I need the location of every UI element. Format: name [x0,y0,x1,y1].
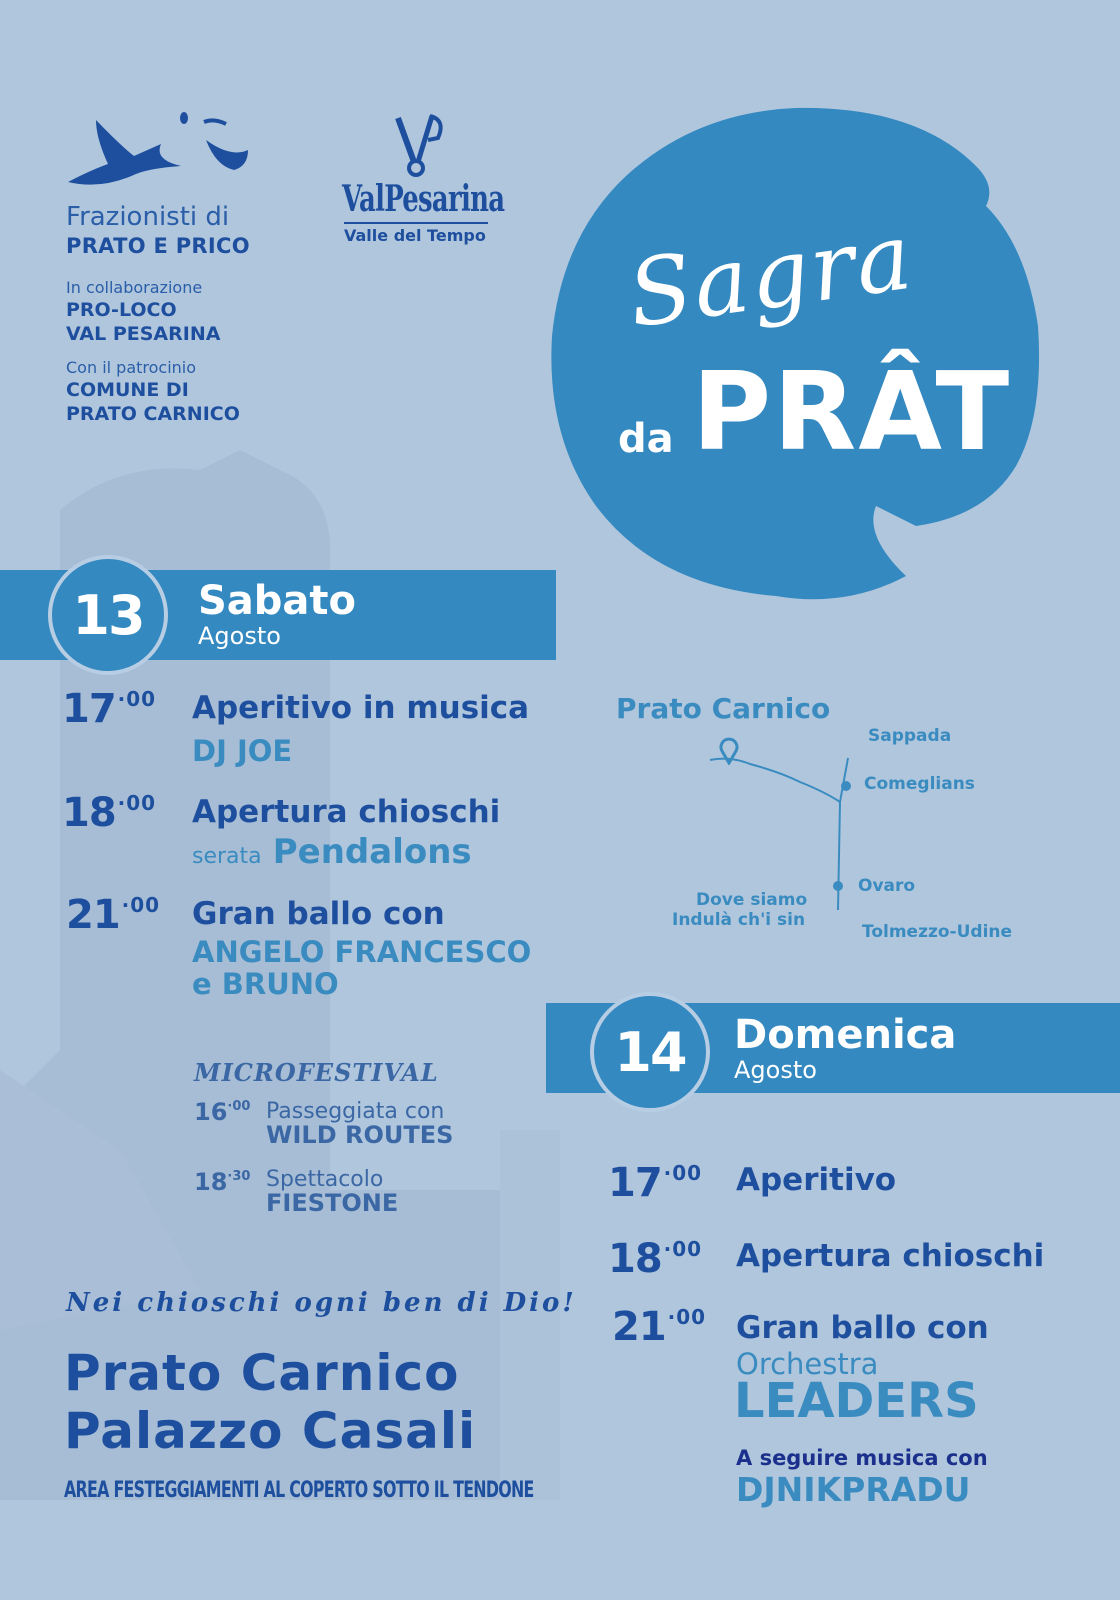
microfestival-time: $16^{\cdot 00}$ [194,1098,251,1126]
event-act-line2: e BRUNO [192,967,339,1001]
title-script: Sagra [621,202,920,349]
event-act-prefix: Orchestra [736,1347,879,1381]
microfestival-title: MICROFESTIVAL [194,1058,439,1087]
clock-hands-vp-icon [392,112,448,180]
frazionisti-subtitle: PRATO E PRICO [66,234,250,258]
event-title: Gran ballo con [192,896,445,932]
map-label-where: Dove siamo [696,890,808,910]
collaboration-org-line1: PRO-LOCO [66,299,177,321]
map-label-tolmezzo: Tolmezzo-Udine [862,922,1013,942]
venue-line1: Prato Carnico [64,1344,460,1402]
patronage-org-line1: COMUNE DI [66,379,189,401]
microfestival-name: WILD ROUTES [266,1121,454,1149]
event-act: LEADERS [734,1373,979,1429]
title-main: PRÂT [692,350,1012,475]
day-14-number: 14 [590,992,710,1112]
event-act: DJ JOE [192,734,293,768]
tagline: Nei chioschi ogni ben di Dio! [66,1288,577,1318]
valpesarina-name: ValPesarina [342,178,505,220]
patronage-org-line2: PRATO CARNICO [66,403,240,425]
day-13-number: 13 [48,555,168,675]
event-time: 17 $^{\cdot 00}$ [62,686,157,732]
area-note: AREA FESTEGGIAMENTI AL COPERTO SOTTO IL TENDONE [64,1478,534,1503]
microfestival-desc: Passeggiata con [266,1099,445,1124]
map-label-ovaro: Ovaro [858,876,916,896]
event-time: 18 $^{\cdot 00}$ [608,1236,703,1282]
map-label-comeglians: Comeglians [864,774,975,794]
venue-line2: Palazzo Casali [64,1402,477,1460]
microfestival-name: FIESTONE [266,1189,399,1217]
event-title: Apertura chioschi [736,1238,1045,1274]
bird-swallow-icon [66,108,256,198]
event-time: 17 $^{\cdot 00}$ [608,1160,703,1206]
day-13-month: Agosto [198,622,281,650]
valpesarina-divider [344,222,488,224]
event-time: 18 $^{\cdot 00}$ [62,790,157,836]
event-title: Apertura chioschi [192,794,501,830]
day-14-weekday: Domenica [734,1012,957,1058]
event-title: Aperitivo in musica [192,690,530,726]
after-act: DJNIKPRADU [736,1470,971,1509]
day-13-weekday: Sabato [198,578,357,624]
event-title: Aperitivo [736,1162,897,1198]
event-title: Gran ballo con [736,1310,989,1346]
map-label-where-friulian: Indulà ch'i sin [672,910,806,930]
event-act-row [192,832,472,872]
after-label: A seguire musica con [736,1446,988,1470]
collaboration-label: In collaborazione [66,278,203,297]
microfestival-time: $18^{\cdot 30}$ [194,1168,251,1196]
event-time: 21 $^{\cdot 00}$ [612,1304,707,1350]
event-time: 21 $^{\cdot 00}$ [66,892,161,938]
collaboration-org-line2: VAL PESARINA [66,323,221,345]
map-title: Prato Carnico [616,692,831,725]
event-act: Pendalons [272,832,472,872]
event-act: ANGELO FRANCESCO [192,935,532,969]
day-14-month: Agosto [734,1056,817,1084]
map-label-sappada: Sappada [868,726,952,746]
valpesarina-subtitle: Valle del Tempo [344,226,486,245]
map-pin-icon [718,735,740,765]
patronage-label: Con il patrocinio [66,358,197,377]
frazionisti-title: Frazionisti di [66,202,230,232]
event-act-prefix: serata [192,844,262,869]
microfestival-desc: Spettacolo [266,1167,384,1192]
title-prefix: da [618,416,674,462]
